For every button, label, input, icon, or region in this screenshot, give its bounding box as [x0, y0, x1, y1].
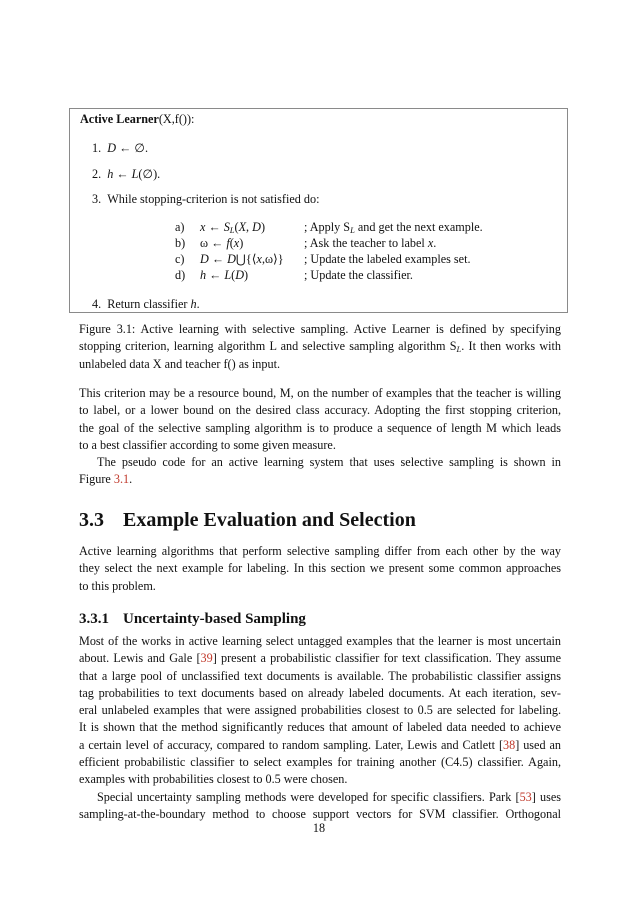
algorithm-step-3: 3. While stopping-criterion is not satisfied do:: [92, 192, 320, 206]
paragraph-stopping-criterion: This criterion may be a resource bound, M, on the number of examples that the teacher is willing to label, or a lower bound on the desired class accuracy. Adopting the first stopping criterion, the goal of the selective sampling algorithm is to produce a sequence of length M which leads to a best classifier according to some given measure.: [79, 386, 561, 452]
citation-38-link[interactable]: 38: [503, 737, 516, 752]
substep-comment-b: ; Ask the teacher to label x.: [304, 236, 437, 250]
algorithm-step-4: 4. Return classifier h.: [92, 297, 200, 311]
substep-comment-a: ; Apply $S_L$ and get the next example.: [304, 220, 483, 235]
substep-comment-c: ; Update the labeled examples set.: [304, 252, 471, 266]
paragraph-special-sampling: Special uncertainty sampling methods were developed for specific classifiers. Park [53] uses sampling-at-the-boundary method to choose support vectors for SVM classifier. Orthogonal: [79, 790, 561, 822]
substep-expr-d: h ← L(D): [200, 268, 249, 282]
page-number: 18: [312, 821, 326, 835]
substep-comment-d: ; Update the classifier.: [304, 268, 413, 282]
substep-label-c: c): [175, 252, 185, 266]
section-heading: 3.3 Example Evaluation and Selection: [79, 509, 416, 531]
paragraph-section-intro: Active learning algorithms that perform selective sampling differ from each other by the way they select the next example for labeling. In this section we present some common approaches to this problem.: [79, 544, 561, 593]
paragraph-uncertainty-sampling: Most of the works in active learning select untagged examples that the learner is most uncertain about. Lewis and Gale [39] present a probabilistic classifier for text classification. They assume that a large pool of unclassified text documents is available. The probabilistic classifier assigns tag probabilities to text documents based on already labeled documents. At each iteration, sev- eral unlabeled examples that were assigned probabilities closest to 0.5 are selected for labeling. It is shown that the method significantly reduces that amount of labeled data needed to achieve a certain level of accuracy, compared to random sampling. Later, Lewis and Catlett [38] used an efficient probabilistic classifier to select examples for training another (C4.5) classifier. Again, examples with probabilities closest to 0.5 were chosen.: [79, 634, 561, 787]
citation-39-link[interactable]: 39: [200, 651, 213, 666]
substep-label-a: a): [175, 220, 185, 234]
figure-caption: Figure 3.1: Active learning with selective sampling. Active Learner is defined by specifying stopping criterion, learning algorithm L and selective sampling algorithm $S_L$. It then works with unlabeled data X and teacher f() as input.: [79, 322, 562, 371]
substep-expr-a: x ← $S_L(X$, D): [200, 220, 266, 235]
substep-label-b: b): [175, 236, 186, 250]
paragraph-pseudo-code: The pseudo code for an active learning system that uses selective sampling is shown in Figure 3.1.: [79, 455, 561, 487]
subsection-heading: 3.3.1 Uncertainty-based Sampling: [79, 611, 306, 627]
substep-expr-b: ω ← f(x): [200, 236, 244, 250]
citation-53-link[interactable]: 53: [519, 790, 532, 804]
substep-label-d: d): [175, 268, 186, 282]
algorithm-title: Active Learner(X,f()):: [80, 112, 195, 126]
algorithm-step-2: 2. h ← L(∅).: [92, 167, 161, 181]
figure-ref-link[interactable]: 3.1: [113, 472, 130, 487]
substep-expr-c: D ← D⋃{⟨x,ω⟩}: [200, 252, 284, 266]
algorithm-step-1: 1. D ← ∅.: [92, 141, 148, 155]
